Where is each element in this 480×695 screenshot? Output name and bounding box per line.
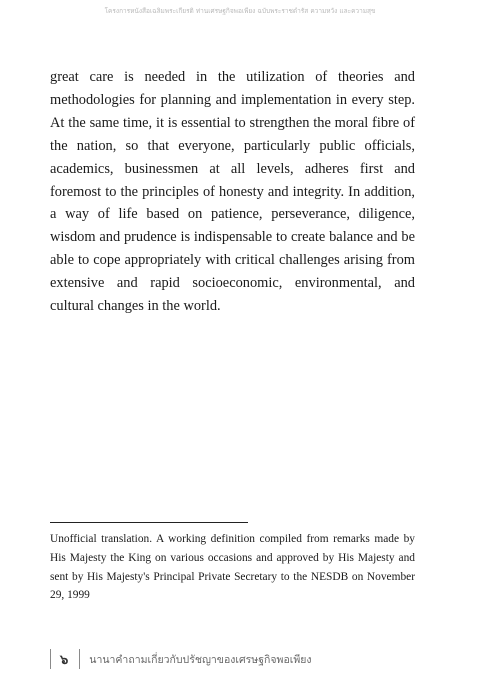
body-paragraph: great care is needed in the utilization of theories and methodologies for planning and implementation in every step. At the same time, it is essential to strengthen the moral fibre of the nation, so that everyone, particularly public officials, academics, businessmen at all levels, adheres first and foremost to the principles of honesty and integrity. In addition, a way of life based on patience, perseverance, diligence, wisdom and prudence is indispensable to create balance and be able to cope appropriately with critical challenges arising from extensive and rapid socioeconomic, environmental, and cultural changes in the world. xyxy=(50,69,415,315)
footnote-divider xyxy=(50,522,248,523)
page-footer xyxy=(50,648,312,670)
page-number: ๖ xyxy=(60,652,69,668)
book-title: นานาคำถามเกี่ยวกับปรัชญาของเศรษฐกิจพอเพียง xyxy=(89,653,312,666)
running-header: โครงการหนังสือเฉลิมพระเกียรติ ท่านเศรษฐกิจพอเพียง ฉบับพระราชดำรัส ความหวัง และความสุข xyxy=(104,7,376,15)
footnote: Unofficial translation. A working definition compiled from remarks made by His Majesty the King on various occasions and approved by His Majesty and sent by His Majesty's Principal Private Secretary to the NESDB on November 29, 1999 xyxy=(50,533,415,602)
